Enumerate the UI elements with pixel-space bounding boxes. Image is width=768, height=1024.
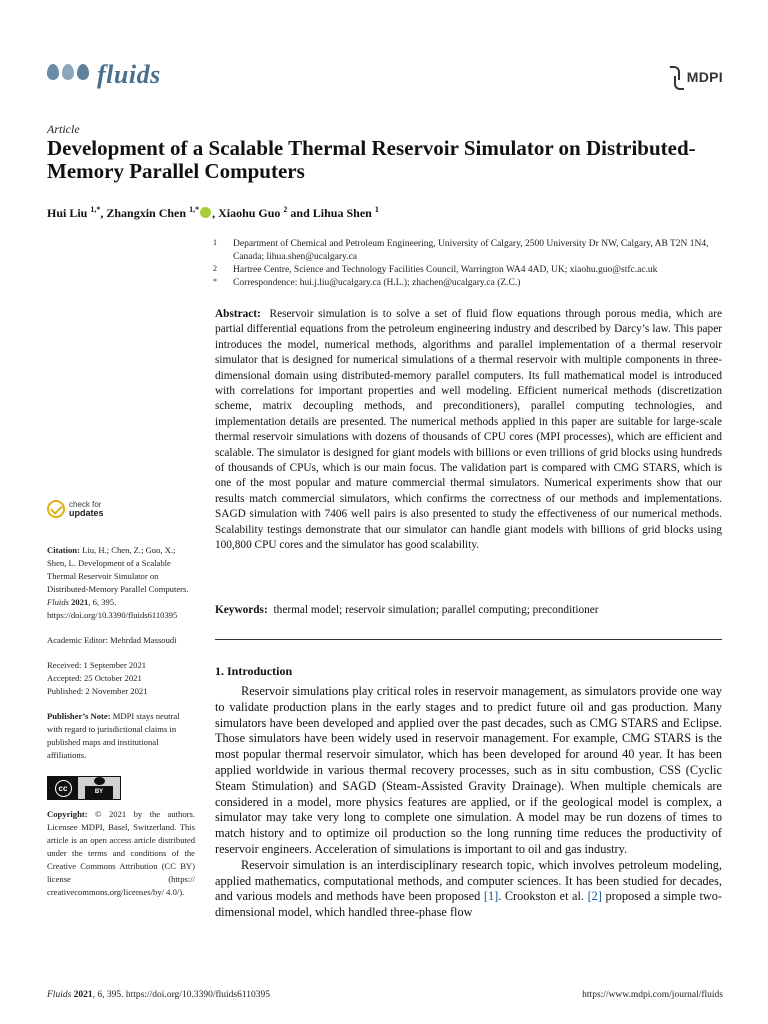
author-affil-mark: 1,*: [189, 205, 200, 214]
publisher-logo: [670, 66, 723, 88]
keywords-text: thermal model; reservoir simulation; parallel computing; preconditioner: [273, 604, 599, 616]
author-affil-mark: 1: [374, 205, 379, 214]
abstract-text: Reservoir simulation is to solve a set of fluid flow equations through porous media, which are partial differential equations from the petroleum engineering industry and described by Darcy’s law. This paper introduces the model, numerical methods, algorithms and parallel implementation of a thermal reservoir simulator that is designed for numerical simulations of a thermal reservoir with multiple components in three-dimensional domain using distributed-memory parallel computers. Its full mathematical model is introduced with correlations for important properties and well modeling. Efficient numerical methods (discretization scheme, matrix decoupling methods, and preconditioners), parallel computing technologies, and implementation details are presented. The numerical methods applied in this paper are suitable for large-scale thermal reservoir simulations with dozens of thousands of CPU cores (MPI processes), which are efficient and scalable. The simulator is designed for giant models with billions or even trillions of grid blocks using hundreds of thousands of CPUs, which is our main focus. The validation part is compared with CMG STARS, which is one of the most popular and mature commercial thermal simulators. Numerical experiments show that our results match commercial simulators, which confirms the correctness of our methods and implementations. SAGD simulation with 7406 well pairs is also presented to study the effectiveness of our numerical methods. Scalability testings demonstrate that our simulator can handle giant models with billions of grid blocks using 100,800 CPU cores and the simulator has good scalability.: [215, 308, 722, 552]
affiliation-mark: *: [213, 277, 217, 286]
abstract: [215, 307, 722, 554]
body-paragraph: Reservoir simulation is an interdisciplinary research topic, which involves petroleum modeling, applied mathematics, computational methods, and computer sciences. It has been studied for decades, and various models and methods have been proposed [1]. Crookston et al. [2] proposed a simple two-dimensional model, which handled three-phase flow: [215, 857, 722, 920]
author-list: Hui Liu $^{1,*}$, Zhangxin Chen $^{1,*}$ , Xiaohu Guo $^2$ and Lihua Shen $^1$: [47, 205, 379, 220]
received-date: Received: 1 September 2021: [47, 660, 147, 670]
reference-link[interactable]: [2]: [587, 889, 602, 904]
section-divider: [215, 639, 722, 640]
paper-title: Development of a Scalable Thermal Reservoir Simulator on Distributed-Memory Parallel Computers: [47, 136, 696, 183]
check-for-updates-button[interactable]: check for updates: [47, 500, 195, 518]
keywords-label: Keywords:: [215, 604, 268, 616]
publisher-note: Publisher’s Note: MDPI stays neutral with regard to jurisdictional claims in published maps and institutional affiliations.: [47, 711, 180, 760]
accepted-date: Accepted: 25 October 2021: [47, 673, 142, 683]
journal-logo-icon: [47, 64, 89, 80]
history-dates: [47, 659, 195, 698]
academic-editor: Academic Editor: Mehrdad Massoudi: [47, 635, 177, 645]
doi-link[interactable]: https://doi.org/10.3390/fluids6110395: [47, 610, 178, 620]
journal-name: fluids: [97, 60, 161, 89]
affiliations: [213, 238, 727, 290]
copyright-notice: Copyright: © 2021 by the authors. Licensee MDPI, Basel, Switzerland. This article is an open access article distributed under the terms and conditions of the Creative Commons Attribution (CC BY) license (https:// creativecommons.org/licenses/by/ 4.0/).: [47, 809, 195, 897]
abstract-label: Abstract:: [215, 308, 261, 320]
affiliation-text: Correspondence: hui.j.liu@ucalgary.ca (H.L.); zhachen@ucalgary.ca (Z.C.): [233, 278, 521, 288]
affiliation-item: [213, 264, 727, 277]
footer-citation: Fluids 2021, 6, 395. https://doi.org/10.3390/fluids6110395: [47, 990, 270, 1000]
cc-by-license-icon[interactable]: cc BY: [47, 776, 121, 800]
author-conjunction: and: [290, 206, 310, 220]
check-icon: [47, 500, 65, 518]
author-affil-mark: 1,*: [90, 205, 101, 214]
citation-block: Citation: Liu, H.; Chen, Z.; Guo, X.; Shen, L. Development of a Scalable Thermal Reservoir Simulator on Distributed-Memory Parallel Computers. Fluids 2021, 6, 395. https://doi.org/10.3390/fluids6110395: [47, 545, 189, 620]
published-date: Published: 2 November 2021: [47, 686, 148, 696]
person-icon: [94, 777, 105, 785]
affiliation-item: [213, 277, 727, 290]
article-sidebar: [47, 500, 195, 899]
article-type: Article: [47, 122, 80, 136]
author-name[interactable]: Zhangxin Chen: [106, 206, 187, 220]
affiliation-text: Department of Chemical and Petroleum Engineering, University of Calgary, 2500 University Dr NW, Calgary, AB T2N 1N4, Canada; lihua.shen@ucalgary.ca: [233, 239, 709, 262]
affiliation-item: [213, 238, 727, 264]
author-name[interactable]: Lihua Shen: [312, 206, 372, 220]
affiliation-mark: 2: [213, 264, 217, 273]
journal-header: [47, 58, 723, 102]
author-affil-mark: 2: [283, 205, 288, 214]
affiliation-text: Hartree Centre, Science and Technology Facilities Council, Warrington WA4 4AD, UK; xiaohu.guo@stfc.ac.uk: [233, 265, 658, 275]
reference-link[interactable]: [1]: [483, 889, 499, 904]
author-name[interactable]: Xiaohu Guo: [218, 206, 281, 220]
section-heading: 1. Introduction: [215, 664, 293, 678]
affiliation-mark: 1: [213, 238, 217, 247]
keywords: [215, 603, 722, 618]
orcid-icon[interactable]: [200, 207, 211, 218]
body-text: [215, 684, 722, 921]
publisher-name: MDPI: [686, 69, 723, 85]
mdpi-logo-icon: [670, 66, 684, 88]
journal-url-link[interactable]: https://www.mdpi.com/journal/fluids: [582, 990, 723, 1000]
body-paragraph: Reservoir simulations play critical roles in reservoir management, as simulators provide one way to validate production plans in the early stages and to predict future oil and gas production. Many simulators have been developed and applied over the past decades, such as CMG STARS and Eclipse. Those simulators have been widely used in reservoir management. For example, CMG STARS is the most popular thermal reservoir simulator, which has been developed for around 40 year. It has been applied worldwide in various thermal recovery processes, such as in situ combustion, CSS (Cyclic Steam Stimulation) and SAGD (Steam-Assisted Gravity Drainage). When multiple chemicals are considered in a model, more physics features are applied, or if the geological model is complex, a simulator may take very long to complete one simulation. A model may be run dozens of times to match history and to optimize oil production so the long running time reduces the productivity of reservoir engineers. Acceleration of simulations is important to oil and gas industry.: [215, 684, 722, 856]
author-name[interactable]: Hui Liu: [47, 206, 88, 220]
